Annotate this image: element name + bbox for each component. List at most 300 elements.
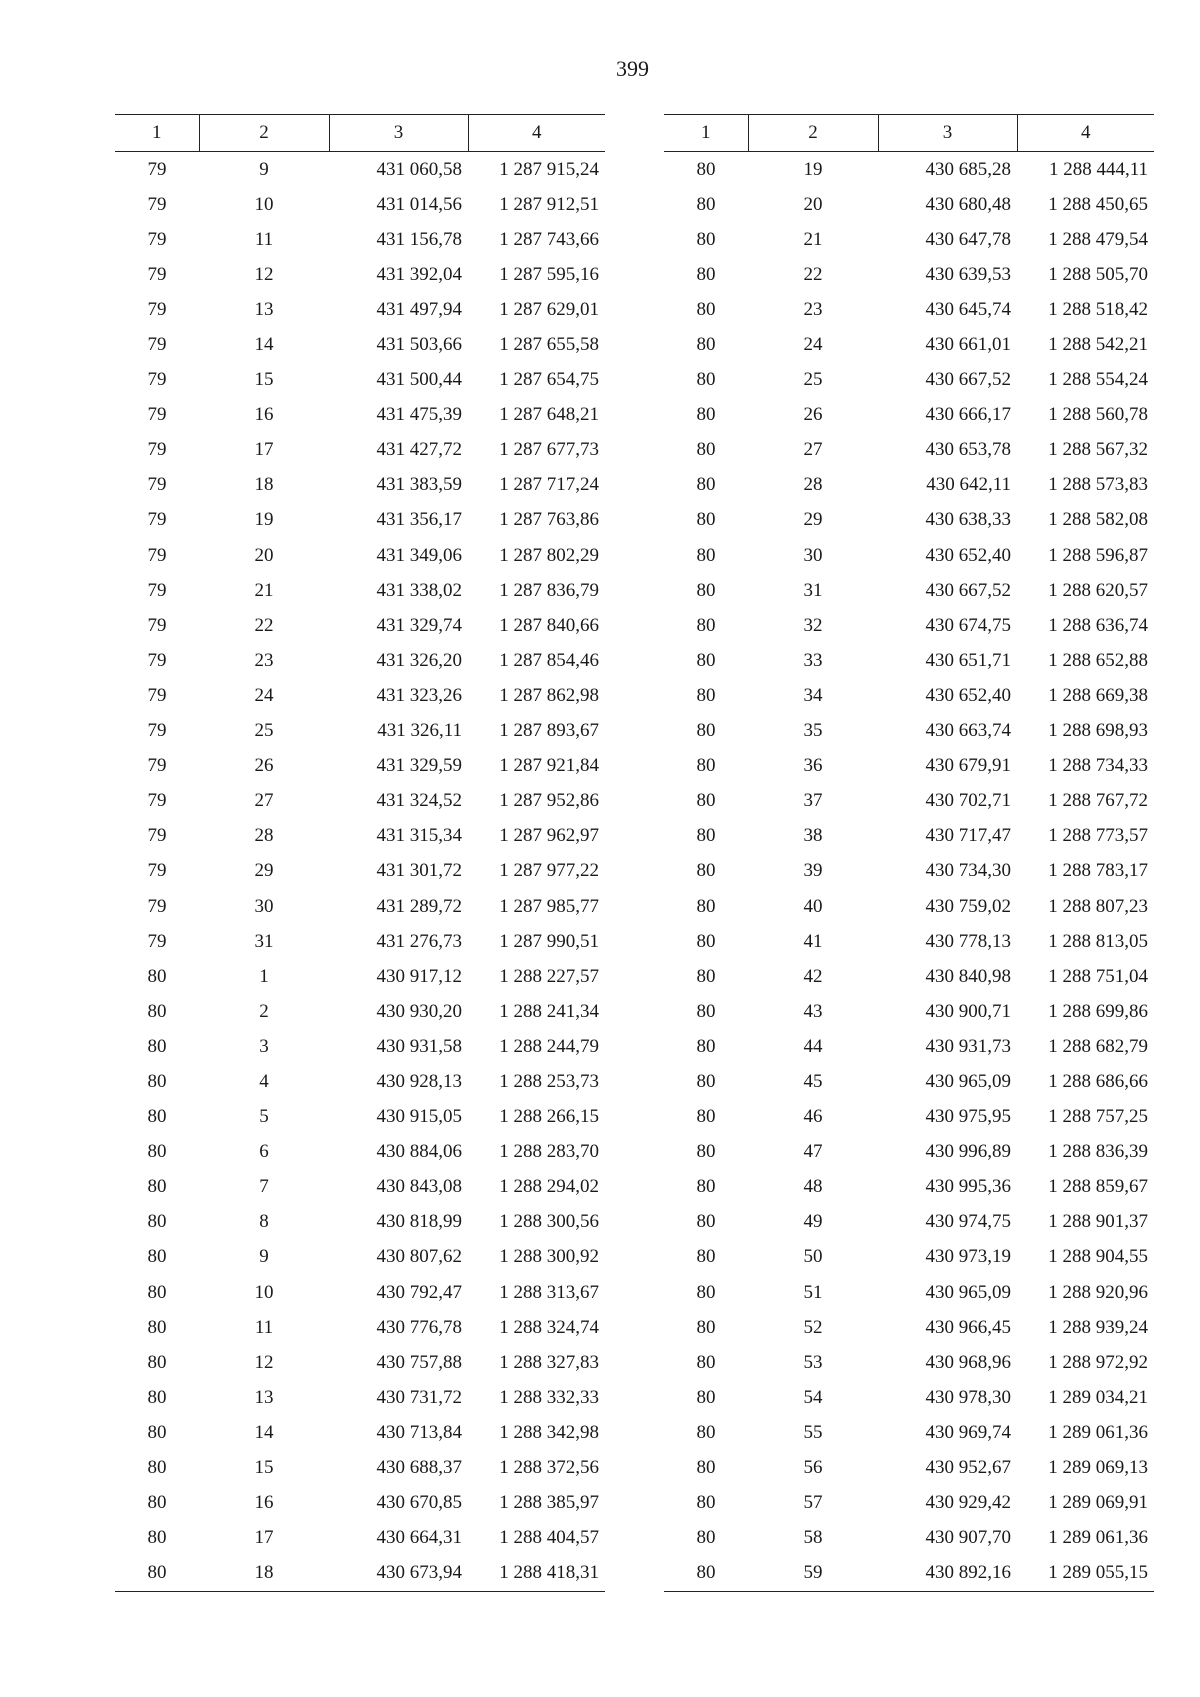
cell-col-4: 1 288 327,83	[499, 1351, 599, 1373]
cell-col-1: 80	[147, 1351, 167, 1373]
cell-col-3: 430 759,02	[925, 895, 1011, 917]
cell-col-3: 430 915,05	[376, 1106, 462, 1128]
cell-col-1: 80	[696, 509, 716, 531]
cell-col-3: 430 652,40	[925, 544, 1011, 566]
cell-col-4: 1 288 342,98	[499, 1421, 599, 1443]
cell-col-4: 1 288 767,72	[1048, 790, 1148, 812]
table-row	[115, 1380, 605, 1415]
cell-col-3: 430 843,08	[376, 1176, 462, 1198]
table-row	[664, 468, 1154, 503]
cell-col-1: 80	[696, 1176, 716, 1198]
cell-col-2: 28	[803, 474, 823, 496]
cell-col-2: 17	[254, 439, 274, 461]
table-row	[664, 1310, 1154, 1345]
cell-col-1: 80	[696, 720, 716, 742]
cell-col-4: 1 287 802,29	[499, 544, 599, 566]
cell-col-3: 430 965,09	[925, 1281, 1011, 1303]
table-row	[115, 1556, 605, 1592]
cell-col-2: 10	[254, 193, 274, 215]
header-row	[115, 115, 605, 152]
column-header-3: 3	[329, 115, 468, 152]
cell-col-1: 80	[696, 544, 716, 566]
cell-col-3: 431 060,58	[376, 158, 462, 180]
cell-col-1: 80	[147, 1527, 167, 1549]
cell-col-1: 80	[696, 825, 716, 847]
cell-col-2: 51	[803, 1281, 823, 1303]
cell-col-3: 430 674,75	[925, 614, 1011, 636]
cell-col-3: 430 974,75	[925, 1211, 1011, 1233]
cell-col-3: 430 638,33	[925, 509, 1011, 531]
column-header-1: 1	[115, 115, 199, 152]
cell-col-1: 80	[696, 1035, 716, 1057]
cell-col-1: 80	[147, 1492, 167, 1514]
cell-col-2: 2	[259, 1000, 269, 1022]
cell-col-2: 45	[803, 1070, 823, 1092]
cell-col-1: 80	[147, 1106, 167, 1128]
cell-col-1: 80	[147, 1281, 167, 1303]
cell-col-2: 41	[803, 930, 823, 952]
table-row	[115, 1205, 605, 1240]
table-row	[664, 854, 1154, 889]
cell-col-3: 430 778,13	[925, 930, 1011, 952]
cell-col-2: 32	[803, 614, 823, 636]
table-row	[115, 1135, 605, 1170]
cell-col-2: 5	[259, 1106, 269, 1128]
table-row	[664, 1170, 1154, 1205]
cell-col-2: 16	[254, 1492, 274, 1514]
cell-col-4: 1 287 977,22	[499, 860, 599, 882]
cell-col-1: 80	[147, 1141, 167, 1163]
cell-col-4: 1 288 582,08	[1048, 509, 1148, 531]
cell-col-3: 430 663,74	[925, 720, 1011, 742]
cell-col-1: 80	[696, 228, 716, 250]
cell-col-2: 25	[254, 720, 274, 742]
cell-col-2: 18	[199, 1556, 329, 1592]
cell-col-3: 431 289,72	[376, 895, 462, 917]
cell-col-3: 430 995,36	[925, 1176, 1011, 1198]
cell-col-3: 430 647,78	[925, 228, 1011, 250]
cell-col-4: 1 287 893,67	[499, 720, 599, 742]
cell-col-2: 19	[254, 509, 274, 531]
cell-col-2: 30	[803, 544, 823, 566]
cell-col-3: 431 156,78	[376, 228, 462, 250]
cell-col-3: 430 679,91	[925, 755, 1011, 777]
cell-col-1: 79	[147, 579, 167, 601]
cell-col-2: 31	[803, 579, 823, 601]
cell-col-1: 80	[696, 1316, 716, 1338]
table-row	[115, 327, 605, 362]
cell-col-2: 48	[803, 1176, 823, 1198]
cell-col-1: 80	[696, 1421, 716, 1443]
cell-col-2: 58	[803, 1527, 823, 1549]
cell-col-2: 42	[803, 965, 823, 987]
table-row	[664, 573, 1154, 608]
cell-col-2: 10	[254, 1281, 274, 1303]
cell-col-2: 6	[259, 1141, 269, 1163]
cell-col-1: 79	[147, 825, 167, 847]
cell-col-3: 431 475,39	[376, 404, 462, 426]
cell-col-2: 56	[803, 1457, 823, 1479]
cell-col-3: 431 326,20	[376, 649, 462, 671]
table-row	[664, 1450, 1154, 1485]
cell-col-3: 430 642,11	[926, 474, 1011, 496]
cell-col-3: 431 392,04	[376, 263, 462, 285]
cell-col-2: 30	[254, 895, 274, 917]
cell-col-2: 49	[803, 1211, 823, 1233]
table-row	[115, 1521, 605, 1556]
cell-col-2: 9	[259, 158, 269, 180]
cell-col-3: 431 276,73	[376, 930, 462, 952]
cell-col-2: 17	[254, 1527, 274, 1549]
cell-col-3: 430 840,98	[925, 965, 1011, 987]
cell-col-4: 1 288 636,74	[1048, 614, 1148, 636]
cell-col-2: 28	[254, 825, 274, 847]
cell-col-2: 22	[803, 263, 823, 285]
cell-col-2: 19	[803, 158, 823, 180]
table-row	[664, 257, 1154, 292]
cell-col-3: 431 497,94	[376, 298, 462, 320]
cell-col-1: 80	[147, 1211, 167, 1233]
column-header-3: 3	[878, 115, 1017, 152]
table-row	[115, 468, 605, 503]
cell-col-1: 80	[696, 1070, 716, 1092]
cell-col-3: 430 651,71	[925, 649, 1011, 671]
cell-col-2: 43	[803, 1000, 823, 1022]
column-header-4: 4	[1017, 115, 1154, 152]
cell-col-1: 80	[696, 1000, 716, 1022]
cell-col-2: 23	[254, 649, 274, 671]
cell-col-3: 431 356,17	[376, 509, 462, 531]
cell-col-3: 430 653,78	[925, 439, 1011, 461]
cell-col-3: 430 965,09	[925, 1070, 1011, 1092]
cell-col-3: 430 968,96	[925, 1351, 1011, 1373]
cell-col-3: 430 969,74	[925, 1421, 1011, 1443]
table-row	[664, 1100, 1154, 1135]
cell-col-4: 1 288 682,79	[1048, 1035, 1148, 1057]
cell-col-1: 79	[147, 614, 167, 636]
cell-col-1: 79	[147, 369, 167, 391]
cell-col-4: 1 288 773,57	[1048, 825, 1148, 847]
cell-col-3: 430 661,01	[925, 334, 1011, 356]
cell-col-3: 431 338,02	[376, 579, 462, 601]
cell-col-4: 1 288 807,23	[1048, 895, 1148, 917]
cell-col-3: 431 315,34	[376, 825, 462, 847]
cell-col-2: 29	[254, 860, 274, 882]
cell-col-3: 431 329,74	[376, 614, 462, 636]
header-row	[664, 115, 1154, 152]
table-row	[664, 398, 1154, 433]
cell-col-1: 80	[696, 1457, 716, 1479]
cell-col-1: 80	[147, 965, 167, 987]
cell-col-3: 430 713,84	[376, 1421, 462, 1443]
cell-col-3: 430 776,78	[376, 1316, 462, 1338]
table-row	[115, 1240, 605, 1275]
cell-col-2: 7	[259, 1176, 269, 1198]
table-row	[115, 187, 605, 222]
table-row	[664, 1135, 1154, 1170]
cell-col-1: 80	[147, 1000, 167, 1022]
cell-col-1: 80	[696, 614, 716, 636]
cell-col-2: 24	[803, 334, 823, 356]
cell-col-2: 23	[803, 298, 823, 320]
cell-col-4: 1 288 698,93	[1048, 720, 1148, 742]
cell-col-3: 430 667,52	[925, 369, 1011, 391]
cell-col-3: 431 326,11	[377, 720, 462, 742]
cell-col-4: 1 287 836,79	[499, 579, 599, 601]
table-row	[115, 538, 605, 573]
cell-col-4: 1 288 479,54	[1048, 228, 1148, 250]
cell-col-2: 12	[254, 1351, 274, 1373]
cell-col-1: 79	[147, 193, 167, 215]
table-row	[115, 1029, 605, 1064]
cell-col-3: 430 978,30	[925, 1386, 1011, 1408]
cell-col-4: 1 288 505,70	[1048, 263, 1148, 285]
table-row	[664, 924, 1154, 959]
cell-col-4: 1 288 241,34	[499, 1000, 599, 1022]
cell-col-1: 79	[147, 228, 167, 250]
cell-col-2: 54	[803, 1386, 823, 1408]
cell-col-2: 25	[803, 369, 823, 391]
cell-col-2: 33	[803, 649, 823, 671]
cell-col-3: 430 892,16	[878, 1556, 1017, 1592]
cell-col-4: 1 287 629,01	[499, 298, 599, 320]
cell-col-2: 50	[803, 1246, 823, 1268]
cell-col-4: 1 288 836,39	[1048, 1141, 1148, 1163]
cell-col-1: 80	[696, 684, 716, 706]
cell-col-1: 80	[696, 439, 716, 461]
cell-col-3: 430 973,19	[925, 1246, 1011, 1268]
table-row	[664, 152, 1154, 188]
cell-col-3: 430 996,89	[925, 1141, 1011, 1163]
cell-col-4: 1 288 783,17	[1048, 860, 1148, 882]
cell-col-1: 80	[696, 1281, 716, 1303]
cell-col-2: 55	[803, 1421, 823, 1443]
table-row	[664, 784, 1154, 819]
cell-col-4: 1 288 450,65	[1048, 193, 1148, 215]
cell-col-3: 430 884,06	[376, 1141, 462, 1163]
cell-col-1: 79	[147, 544, 167, 566]
cell-col-4: 1 288 652,88	[1048, 649, 1148, 671]
cell-col-1: 79	[147, 474, 167, 496]
cell-col-2: 21	[803, 228, 823, 250]
cell-col-2: 14	[254, 334, 274, 356]
table-row	[115, 257, 605, 292]
table-row	[115, 1345, 605, 1380]
table-row	[115, 398, 605, 433]
cell-col-3: 430 900,71	[925, 1000, 1011, 1022]
page-number: 399	[616, 56, 649, 81]
cell-col-1: 79	[147, 263, 167, 285]
cell-col-1: 80	[696, 1246, 716, 1268]
cell-col-2: 15	[254, 369, 274, 391]
cell-col-4: 1 287 654,75	[499, 369, 599, 391]
cell-col-3: 430 757,88	[376, 1351, 462, 1373]
column-header-4: 4	[468, 115, 605, 152]
cell-col-2: 22	[254, 614, 274, 636]
cell-col-4: 1 289 061,36	[1048, 1527, 1148, 1549]
cell-col-4: 1 288 904,55	[1048, 1246, 1148, 1268]
cell-col-4: 1 288 757,25	[1048, 1106, 1148, 1128]
cell-col-4: 1 287 921,84	[499, 755, 599, 777]
cell-col-4: 1 288 699,86	[1048, 1000, 1148, 1022]
cell-col-3: 430 907,70	[925, 1527, 1011, 1549]
table-row	[115, 643, 605, 678]
cell-col-2: 26	[803, 404, 823, 426]
cell-col-4: 1 288 418,31	[468, 1556, 605, 1592]
cell-col-2: 3	[259, 1035, 269, 1057]
table-row	[115, 784, 605, 819]
cell-col-4: 1 288 751,04	[1048, 965, 1148, 987]
cell-col-3: 430 717,47	[925, 825, 1011, 847]
cell-col-4: 1 288 560,78	[1048, 404, 1148, 426]
cell-col-2: 26	[254, 755, 274, 777]
column-header-2: 2	[199, 115, 329, 152]
cell-col-3: 430 931,58	[376, 1035, 462, 1057]
cell-col-3: 430 818,99	[376, 1211, 462, 1233]
cell-col-1: 80	[696, 1141, 716, 1163]
cell-col-1: 80	[696, 1351, 716, 1373]
cell-col-4: 1 288 972,92	[1048, 1351, 1148, 1373]
cell-col-2: 11	[254, 228, 274, 250]
cell-col-1: 79	[147, 649, 167, 671]
cell-col-4: 1 287 677,73	[499, 439, 599, 461]
cell-col-1: 79	[147, 684, 167, 706]
cell-col-3: 431 503,66	[376, 334, 462, 356]
column-header-2: 2	[748, 115, 878, 152]
table-row	[115, 678, 605, 713]
cell-col-4: 1 287 763,86	[499, 509, 599, 531]
table-row	[115, 1415, 605, 1450]
cell-col-1: 80	[696, 895, 716, 917]
table-row	[664, 819, 1154, 854]
cell-col-2: 16	[254, 404, 274, 426]
cell-col-3: 430 702,71	[925, 790, 1011, 812]
cell-col-3: 430 975,95	[925, 1106, 1011, 1128]
cell-col-2: 53	[803, 1351, 823, 1373]
cell-col-2: 44	[803, 1035, 823, 1057]
cell-col-1: 79	[147, 755, 167, 777]
table-row	[664, 1521, 1154, 1556]
cell-col-1: 79	[147, 509, 167, 531]
cell-col-4: 1 289 034,21	[1048, 1386, 1148, 1408]
cell-col-1: 79	[147, 860, 167, 882]
coordinates-table-right	[664, 114, 1154, 1592]
table-row	[115, 1450, 605, 1485]
cell-col-1: 80	[696, 860, 716, 882]
cell-col-3: 430 952,67	[925, 1457, 1011, 1479]
table-row	[664, 959, 1154, 994]
cell-col-1: 80	[696, 790, 716, 812]
table-row	[115, 503, 605, 538]
cell-col-3: 431 427,72	[376, 439, 462, 461]
table-row	[664, 1205, 1154, 1240]
cell-col-4: 1 288 372,56	[499, 1457, 599, 1479]
cell-col-3: 430 664,31	[376, 1527, 462, 1549]
cell-col-4: 1 289 061,36	[1048, 1421, 1148, 1443]
cell-col-1: 80	[696, 1386, 716, 1408]
cell-col-4: 1 287 717,24	[499, 474, 599, 496]
cell-col-4: 1 289 069,91	[1048, 1492, 1148, 1514]
cell-col-3: 430 639,53	[925, 263, 1011, 285]
table-row	[664, 608, 1154, 643]
table-row	[664, 433, 1154, 468]
table-row	[115, 152, 605, 188]
cell-col-2: 8	[259, 1211, 269, 1233]
cell-col-3: 430 807,62	[376, 1246, 462, 1268]
table-row	[115, 714, 605, 749]
cell-col-1: 80	[696, 579, 716, 601]
table-row	[664, 327, 1154, 362]
cell-col-1: 79	[147, 930, 167, 952]
cell-col-2: 14	[254, 1421, 274, 1443]
cell-col-2: 38	[803, 825, 823, 847]
table-row	[115, 854, 605, 889]
cell-col-3: 431 500,44	[376, 369, 462, 391]
cell-col-2: 20	[803, 193, 823, 215]
cell-col-3: 430 667,52	[925, 579, 1011, 601]
column-header-1: 1	[664, 115, 748, 152]
table-row	[115, 1100, 605, 1135]
cell-col-1: 80	[696, 193, 716, 215]
table-row	[664, 749, 1154, 784]
cell-col-3: 430 734,30	[925, 860, 1011, 882]
cell-col-2: 18	[254, 474, 274, 496]
cell-col-2: 34	[803, 684, 823, 706]
table-row	[115, 433, 605, 468]
cell-col-3: 430 685,28	[925, 158, 1011, 180]
table-row	[115, 819, 605, 854]
cell-col-4: 1 288 596,87	[1048, 544, 1148, 566]
table-row	[115, 1170, 605, 1205]
cell-col-1: 80	[696, 263, 716, 285]
table-row	[664, 363, 1154, 398]
table-row	[115, 1310, 605, 1345]
cell-col-3: 430 670,85	[376, 1492, 462, 1514]
cell-col-3: 431 324,52	[376, 790, 462, 812]
cell-col-3: 430 673,94	[329, 1556, 468, 1592]
table-row	[115, 1275, 605, 1310]
cell-col-3: 430 652,40	[925, 684, 1011, 706]
table-row	[664, 292, 1154, 327]
cell-col-3: 431 323,26	[376, 684, 462, 706]
cell-col-4: 1 288 444,11	[1048, 158, 1148, 180]
table-row	[664, 1345, 1154, 1380]
cell-col-3: 430 931,73	[925, 1035, 1011, 1057]
cell-col-1: 80	[696, 1527, 716, 1549]
table-row	[115, 573, 605, 608]
cell-col-1: 80	[696, 158, 716, 180]
cell-col-1: 80	[696, 1492, 716, 1514]
cell-col-1: 80	[147, 1176, 167, 1198]
table-row	[115, 608, 605, 643]
cell-col-3: 430 645,74	[925, 298, 1011, 320]
cell-col-1: 79	[147, 790, 167, 812]
cell-col-4: 1 287 990,51	[499, 930, 599, 952]
cell-col-2: 36	[803, 755, 823, 777]
table-row	[115, 292, 605, 327]
cell-col-2: 31	[254, 930, 274, 952]
cell-col-1: 80	[147, 1316, 167, 1338]
cell-col-4: 1 288 404,57	[499, 1527, 599, 1549]
table-row	[664, 643, 1154, 678]
cell-col-2: 37	[803, 790, 823, 812]
cell-col-4: 1 287 862,98	[499, 684, 599, 706]
cell-col-1: 79	[147, 439, 167, 461]
cell-col-4: 1 288 332,33	[499, 1386, 599, 1408]
cell-col-1: 80	[147, 1246, 167, 1268]
cell-col-4: 1 288 542,21	[1048, 334, 1148, 356]
cell-col-1: 80	[696, 334, 716, 356]
